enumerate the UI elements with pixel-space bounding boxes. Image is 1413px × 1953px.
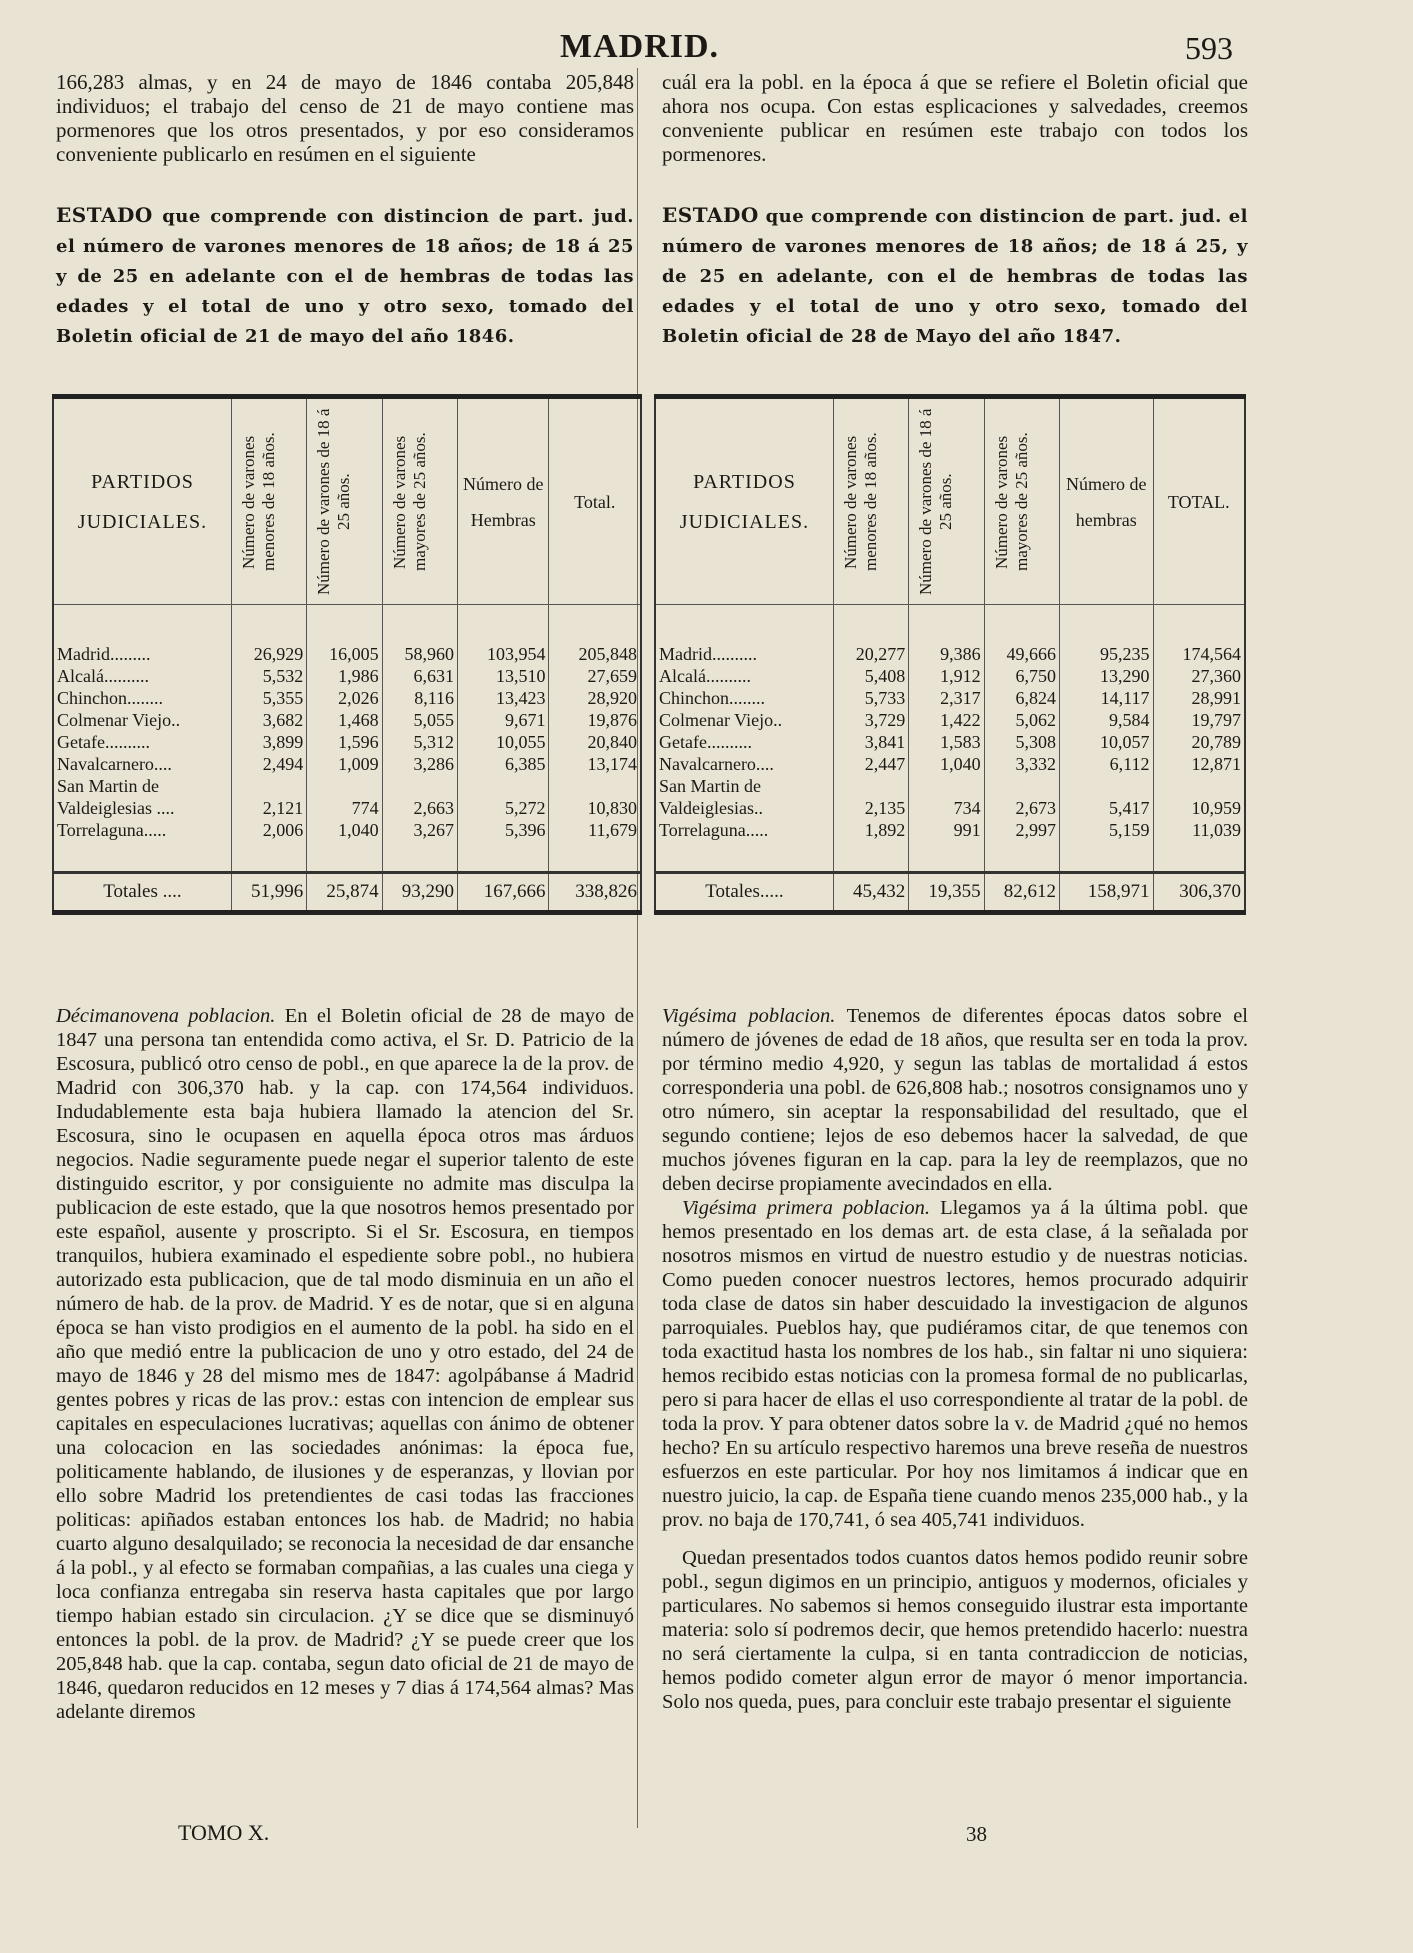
table-row [53,775,641,819]
table-header-row [655,397,1245,605]
table-cell: 306,370 [1153,873,1245,913]
signature-mark: 38 [966,1822,987,1846]
table-totals-row [53,873,641,913]
left-body [56,1004,634,1724]
table-cell [833,841,908,873]
table-cell: 10,057 [1060,731,1153,753]
table-cell: 6,631 [382,665,457,687]
table-cell: 28,991 [1191,687,1241,708]
table-cell: 3,899 [231,731,306,753]
table-cell: 19,355 [909,873,984,913]
table-row [53,687,641,709]
right-body [662,1004,1248,1714]
right-census-table [654,394,1246,915]
table-cell: 19,797 [1191,709,1241,730]
table-cell: 774 [307,775,382,819]
table-cell [655,841,833,873]
header-menores: Número de varones menores de 18 años. [841,432,881,571]
table-cell [1060,605,1153,644]
table-cell: 45,432 [833,873,908,913]
table-cell: 28,920 [587,687,637,708]
table-cell: 991 [909,819,984,841]
table-cell: 9,584 [1060,709,1153,731]
right-p3-text: Quedan presentados todos cuantos datos hemos podido reunir sobre pobl., segun digimos en un principio, antiguos y modernos, oficiales y particulares. No sabemos si hemos conseguido ilustrar esta importante materia: solo sí podremos decir, que hemos pretendido hacerlo: nuestra no será ciertamente la culpa, si en tanta contradiccion de noticias, hemos podido cometer algun error de mayor ó menor importancia. Solo nos queda, pues, para concluir este trabajo presentar el siguiente [662,1547,1248,1713]
left-intro [56,70,634,166]
table-cell: 49,666 [984,643,1059,665]
table-cell: 103,954 [458,643,549,665]
table-cell: 338,826 [549,873,641,913]
table-cell: 51,996 [231,873,306,913]
right-state-title: ESTADO [662,203,759,227]
table-cell: 11,679 [588,819,637,840]
table-cell: Getafe.......... [655,731,833,753]
table-cell: San Martin de Valdeiglesias.. [655,775,833,819]
table-cell [1153,841,1245,873]
table-cell: 5,355 [231,687,306,709]
right-p1-text: Tenemos de diferentes épocas datos sobre el número de jóvenes de edad de 18 años, que resulta ser en toda la prov. por término medio 4,920, y segun las tablas de mortalidad á estos corresponderia una pobl. de 626,808 hab.; nosotros consignamos uno y otro número, sin aceptar la responsabilidad del resultado, que el segundo contiene; lejos de eso debemos hacer la salvedad, de que muchos jóvenes figuran en la cap. para la ley de reemplazos, que no deben decirse propiamente avecindados en ella. [662,1005,1249,1195]
table-cell: 2,997 [984,819,1059,841]
table-cell: 10,830 [587,798,637,818]
table-cell: 5,308 [984,731,1059,753]
table-cell: 26,929 [231,643,306,665]
table-row [53,753,641,775]
table-cell: 205,848 [578,643,637,664]
table-cell: 158,971 [1060,873,1153,913]
right-intro [662,70,1248,166]
table-cell: 20,789 [1191,731,1241,752]
header-partidos: PARTIDOS JUDICIALES. [77,470,208,533]
table-cell: 13,290 [1060,665,1153,687]
table-cell: 20,840 [587,731,637,752]
table-cell: 14,117 [1060,687,1153,709]
left-census-table [52,394,642,915]
table-cell: 3,841 [833,731,908,753]
table-cell: Torrelaguna..... [655,819,833,841]
table-row [53,819,641,841]
right-intro-text: cuál era la pobl. en la época á que se refiere el Boletin oficial que ahora nos ocupa. Con estas esplicaciones y salvedades, creemos conveniente publicar en resúmen este trabajo con todos los pormenores. [662,70,1248,166]
table-cell: 2,494 [231,753,306,775]
table-cell: 6,824 [984,687,1059,709]
header-mayores: Número de varones mayores de 25 años. [389,432,429,571]
left-body-text: En el Boletin oficial de 28 de mayo de 1847 una persona tan entendida como activa, el Sr. D. Patricio de la Escosura, publicó otro censo de pobl., en que aparece la de la prov. de Madrid con 306,370 hab. y la cap. con 174,564 individuos. Indudablemente esta baja hubiera llamado la atencion del Sr. Escosura, sino le ocupasen en aquella época otros mas árduos negocios. Nadie seguramente puede negar el superior talento de este distinguido escritor, y por consiguiente no admite mas disculpa la publicacion de este estado, que la que nosotros hemos presentado por este español, ausente y proscripto. Si el Sr. Escosura, en tiempos tranquilos, hubiera examinado el espediente sobre pobl., no hubiera autorizado esta publicacion, que de tal modo disminuia en un año el número de hab. de la prov. de Madrid. Y es de notar, que si en alguna época se han visto prodigios en el aumento de la pobl. ha sido en el año que medió entre la publicacion de uno y otro estado, del 24 de mayo de 1846 y 28 del mismo mes de 1847: agolpábanse á Madrid gentes pobres y ricas de las prov.: estas con intencion de emplear sus capitales en especulaciones lucrativas; aquellas con ánimo de obtener una colocacion en las sociedades anónimas: la época fue, politicamente hablando, de ilusiones y de esperanzas, y llovian por ello sobre Madrid los pretendientes de casi todas las fracciones politicas: apiñados estaban entonces los hab. de Madrid; no habia cuarto alguno desalquilado; se reconocia la necesidad de dar ensanche á la pobl., y al efecto se formaban compañias, a las cuales una ciega y loca confianza entregaba sin reserva hasta capitales que por largo tiempo habian estado sin circulacion. ¿Y se dice que se disminuyó entonces la pobl. de la prov. de Madrid? ¿Y se puede creer que los 205,848 hab. que la cap. contaba, segun dato oficial de 21 de mayo de 1846, quedaron reducidos en 12 meses y 7 dias á 174,564 almas? Mas adelante diremos [56,1005,634,1723]
header-total: TOTAL. [1167,491,1230,512]
table-cell: 9,386 [909,643,984,665]
table-cell: 93,290 [382,873,457,913]
table-cell [833,605,908,644]
table-cell: 5,272 [458,775,549,819]
table-cell: 19,876 [587,709,637,730]
table-cell: 1,468 [307,709,382,731]
table-cell: Madrid.......... [655,643,833,665]
header-total: Total. [574,491,616,512]
header-mayores: Número de varones mayores de 25 años. [991,432,1031,571]
table-cell: 174,564 [1182,643,1241,664]
table-cell: 6,750 [984,665,1059,687]
right-p2-italic: Vigésima primera poblacion. [682,1197,931,1219]
table-cell: Navalcarnero.... [53,753,231,775]
table-cell: 10,055 [458,731,549,753]
table-cell: 1,040 [307,819,382,841]
table-cell: 3,729 [833,709,908,731]
table-cell: Chinchon........ [655,687,833,709]
table-cell: 5,159 [1060,819,1153,841]
table-cell: 5,312 [382,731,457,753]
table-cell [231,841,306,873]
page-number: 593 [1185,30,1233,66]
table-cell: Totales..... [655,873,833,913]
header-menores: Número de varones menores de 18 años. [239,432,279,571]
table-cell: 5,055 [382,709,457,731]
table-cell [549,841,641,873]
table-row [53,665,641,687]
table-cell: San Martin de Valdeiglesias .... [53,775,231,819]
right-p2-text: Llegamos ya á la última pobl. que hemos presentado en los demas art. de esta clase, á la señalada por nosotros mismos en virtud de nuestro estudio y de nuestras noticias. Como pueden conocer nuestros lectores, hemos procurado adquirir toda clase de datos sin haber descuidado la investigacion de algunos parroquiales. Pueblos hay, que pudiéramos citar, de que tenemos con toda exactitud hasta los nombres de los hab., sin faltar ni uno siquiera: hemos recibido estas noticias con la promesa formal de no publicarlas, pero si para hacer de ellas el uso correspondiente al tratar de la pobl. de toda la prov. Y para obtener datos sobre la v. de Madrid ¿qué no hemos hecho? En su artículo respectivo haremos una breve reseña de nuestros esfuerzos en este particular. Por hoy nos limitamos á indicar que en nuestro juicio, la cap. de España tiene cuando menos 235,000 hab., y la prov. no baja de 170,741, ó sea 405,741 individuos. [662,1197,1248,1531]
table-cell: 2,006 [231,819,306,841]
column-divider [637,68,638,1828]
table-cell [984,841,1059,873]
table-cell: Colmenar Viejo.. [53,709,231,731]
table-cell: 20,277 [833,643,908,665]
table-cell [458,605,549,644]
page-title: MADRID. [560,28,720,65]
table-cell: 1,583 [909,731,984,753]
table-cell: 11,039 [1192,819,1241,840]
table-row [655,665,1245,687]
table-cell [382,605,457,644]
table-cell: 13,510 [458,665,549,687]
header-medios: Número de varones de 18 á 25 años. [916,408,956,595]
right-state-heading [662,200,1248,352]
table-cell: 5,062 [984,709,1059,731]
table-cell: 6,112 [1060,753,1153,775]
table-cell: 25,874 [307,873,382,913]
table-cell: Totales .... [53,873,231,913]
table-cell [909,605,984,644]
table-cell: 1,422 [909,709,984,731]
table-cell: 3,286 [382,753,457,775]
table-cell [909,841,984,873]
table-cell: Getafe.......... [53,731,231,753]
table-cell [984,605,1059,644]
table-cell: 58,960 [382,643,457,665]
table-cell: Alcalá.......... [53,665,231,687]
table-row [655,643,1245,665]
table-cell [458,841,549,873]
table-cell: Colmenar Viejo.. [655,709,833,731]
right-state-text: que comprende con distincion de part. jud. el número de varones menores de 18 años; de 18 á 25, y de 25 en adelante, con el de hembras de todas las edades y el total de uno y otro sexo, tomado del Boletin oficial de 28 de Mayo del año 1847. [662,206,1248,347]
table-cell: 10,959 [1191,798,1241,818]
table-cell: Chinchon........ [53,687,231,709]
table-cell [655,605,833,644]
table-cell: 2,663 [382,775,457,819]
table-cell: 1,596 [307,731,382,753]
left-state-heading [56,200,634,352]
table-cell: Navalcarnero.... [655,753,833,775]
table-cell: 5,408 [833,665,908,687]
table-cell: 167,666 [458,873,549,913]
header-hembras: Número de Hembras [463,473,544,530]
table-cell: 1,892 [833,819,908,841]
table-cell: 1,009 [307,753,382,775]
table-cell: 13,174 [587,753,637,774]
table-cell [231,605,306,644]
table-cell: 16,005 [307,643,382,665]
header-partidos: PARTIDOS JUDICIALES. [679,470,810,533]
table-cell [53,841,231,873]
table-cell: 13,423 [458,687,549,709]
table-row [53,731,641,753]
table-cell: 2,673 [984,775,1059,819]
table-row [53,709,641,731]
table-cell: 5,733 [833,687,908,709]
left-body-italic: Décimanovena poblacion. [56,1005,276,1027]
table-cell: 8,116 [382,687,457,709]
table-cell: 2,135 [833,775,908,819]
header-medios: Número de varones de 18 á 25 años. [314,408,354,595]
table-row [655,775,1245,819]
volume-label: TOMO X. [178,1820,270,1845]
table-cell [307,841,382,873]
table-cell: 5,396 [458,819,549,841]
table-cell: 2,317 [909,687,984,709]
left-state-text: que comprende con distincion de part. jud. el número de varones menores de 18 años; de 18 á 25 y de 25 en adelante con el de hembras de todas las edades y el total de uno y otro sexo, tomado del Boletin oficial de 21 de mayo del año 1846. [56,206,634,347]
table-cell: 27,659 [587,665,637,686]
table-cell: 1,912 [909,665,984,687]
table-cell: 734 [909,775,984,819]
table-cell: 2,026 [307,687,382,709]
table-cell [549,605,641,644]
table-row [655,819,1245,841]
left-intro-text: 166,283 almas, y en 24 de mayo de 1846 contaba 205,848 individuos; el trabajo del censo de 21 de mayo contiene mas pormenores que los otros presentados, y por eso consideramos conveniente publicarlo en resúmen en el siguiente [56,70,634,166]
table-row [655,731,1245,753]
table-cell [1060,841,1153,873]
table-row [655,687,1245,709]
table-cell: 5,417 [1060,775,1153,819]
table-cell: 1,040 [909,753,984,775]
table-cell: Torrelaguna..... [53,819,231,841]
right-p1-italic: Vigésima poblacion. [662,1005,836,1027]
table-cell: 27,360 [1191,665,1241,686]
table-cell: 5,532 [231,665,306,687]
table-cell: Madrid......... [53,643,231,665]
table-cell: 2,121 [231,775,306,819]
table-cell [1153,605,1245,644]
table-cell: 3,332 [984,753,1059,775]
table-totals-row [655,873,1245,913]
left-state-title: ESTADO [56,203,153,227]
table-cell [53,605,231,644]
table-cell: 3,682 [231,709,306,731]
table-cell: 6,385 [458,753,549,775]
table-cell: 12,871 [1191,753,1241,774]
table-cell: 2,447 [833,753,908,775]
table-header-row [53,397,641,605]
table-cell: 95,235 [1060,643,1153,665]
table-cell: 9,671 [458,709,549,731]
table-row [53,643,641,665]
table-cell: 82,612 [984,873,1059,913]
table-cell: 1,986 [307,665,382,687]
table-cell: Alcalá.......... [655,665,833,687]
table-row [655,753,1245,775]
table-cell: 3,267 [382,819,457,841]
table-cell [307,605,382,644]
table-cell [382,841,457,873]
header-hembras: Número de hembras [1066,473,1147,530]
table-row [655,709,1245,731]
